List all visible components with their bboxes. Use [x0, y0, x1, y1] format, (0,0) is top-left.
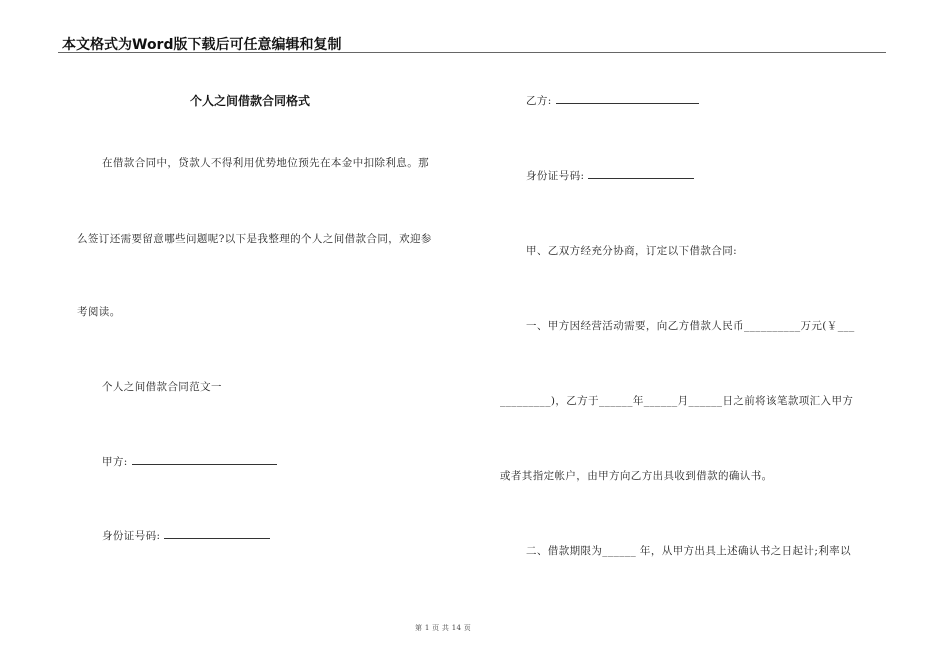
- intro-paragraph-line-2: 么签订还需要留意哪些问题呢?以下是我整理的个人之间借款合同，欢迎参: [77, 233, 432, 245]
- party-a-field: [102, 454, 277, 469]
- party-a-label: 甲方:: [102, 456, 128, 468]
- sample-heading: 个人之间借款合同范文一: [102, 381, 222, 393]
- agreement-statement: 甲、乙双方经充分协商，订定以下借款合同:: [526, 245, 738, 257]
- party-a-blank: [132, 454, 277, 465]
- intro-paragraph-line-1: 在借款合同中，贷款人不得利用优势地位预先在本金中扣除利息。那: [102, 157, 429, 169]
- clause-1-line-3: 或者其指定帐户，由甲方向乙方出具收到借款的确认书。: [500, 470, 773, 482]
- party-a-id-field: [102, 528, 270, 543]
- clause-2-line-1: 二、借款期限为______ 年，从甲方出具上述确认书之日起计;利率以: [526, 545, 851, 557]
- party-b-id-field: [526, 168, 694, 183]
- party-a-id-blank: [164, 528, 270, 539]
- clause-1-line-2: _________)，乙方于______年______月______日之前将该笔款项汇入甲方: [500, 395, 854, 407]
- party-b-label: 乙方:: [526, 95, 552, 107]
- document-title: 个人之间借款合同格式: [190, 94, 311, 108]
- page-number-indicator: 第 1 页 共 14 页: [415, 624, 472, 632]
- party-b-id-label: 身份证号码:: [526, 170, 585, 182]
- clause-1-line-1: 一、甲方因经营活动需要，向乙方借款人民币__________万元(￥___: [526, 320, 855, 332]
- party-b-id-blank: [588, 168, 694, 179]
- party-a-id-label: 身份证号码:: [102, 530, 161, 542]
- document-header-banner: 本文格式为Word版下载后可任意编辑和复制: [62, 37, 342, 53]
- header-divider: [58, 52, 886, 53]
- intro-paragraph-line-3: 考阅读。: [77, 306, 121, 318]
- party-b-field: [526, 93, 699, 108]
- party-b-blank: [556, 93, 699, 104]
